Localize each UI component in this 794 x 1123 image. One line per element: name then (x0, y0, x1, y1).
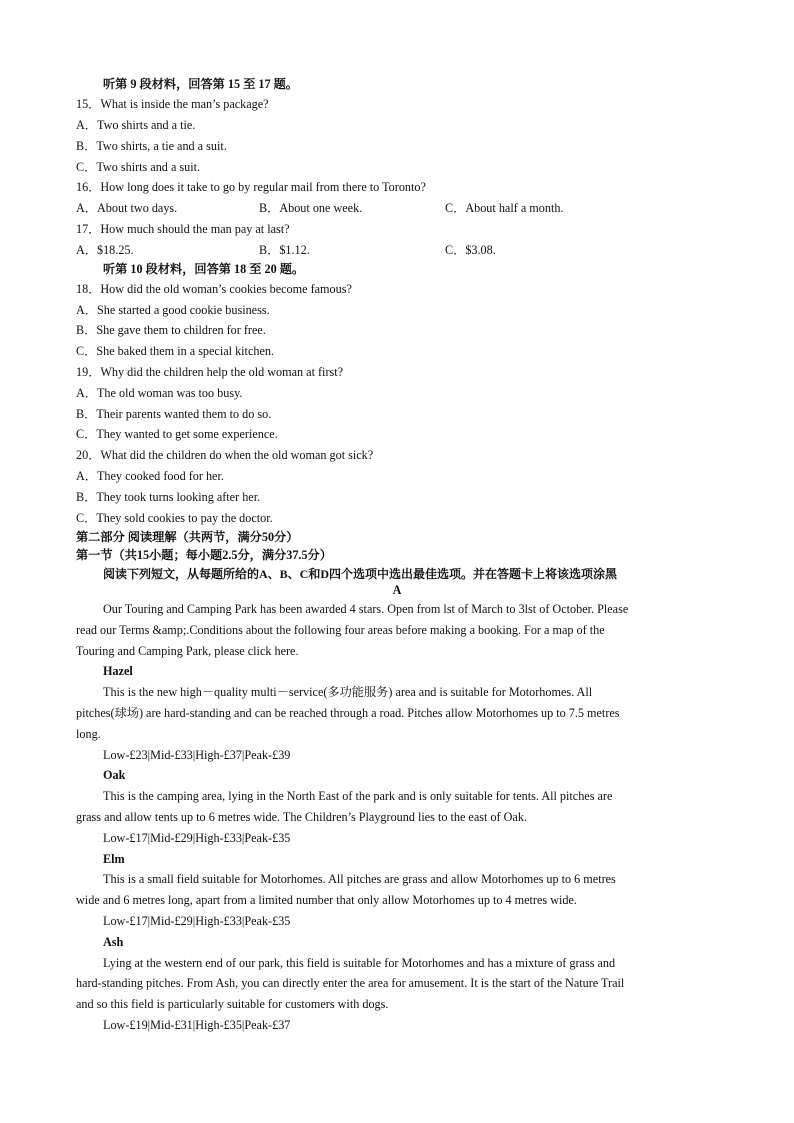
option-19a: A．The old woman was too busy. (76, 386, 243, 400)
hazel-line-2: pitches(球场) are hard-standing and can be reached through a road. Pitches allow Motorhomes up to 7.5 metres (76, 706, 620, 720)
section-1-title: 第一节（共15小题；每小题2.5分，满分37.5分） (76, 548, 332, 562)
option-17a: A．$18.25. (76, 243, 134, 257)
option-18b: B．She gave them to children for free. (76, 323, 266, 337)
option-16a: A．About two days. (76, 201, 178, 215)
question-17: 17．How much should the man pay at last? (76, 222, 290, 236)
hazel-line-3: long. (76, 727, 101, 741)
ash-prices: Low-£19|Mid-£31|High-£35|Peak-£37 (103, 1018, 291, 1032)
hazel-line-1: This is the new high－quality multi－service(多功能服务) area and is suitable for Motorhomes. All (103, 685, 593, 699)
question-18: 18．How did the old woman’s cookies become famous? (76, 282, 352, 296)
elm-line-2: wide and 6 metres long, apart from a limited number that only allow Motorhomes up to 4 metres wide. (76, 893, 577, 907)
oak-prices: Low-£17|Mid-£29|High-£33|Peak-£35 (103, 831, 291, 845)
option-17c: C．$3.08. (445, 243, 496, 257)
option-20a: A．They cooked food for her. (76, 469, 224, 483)
area-name-oak: Oak (103, 768, 126, 782)
ash-line-3: and so this field is particularly suitable for customers with dogs. (76, 997, 389, 1011)
section-9-heading: 听第 9 段材料，回答第 15 至 17 题。 (103, 77, 298, 91)
ash-line-1: Lying at the western end of our park, this field is suitable for Motorhomes and has a mixture of grass and (103, 956, 616, 970)
option-19c: C．They wanted to get some experience. (76, 427, 278, 441)
question-15: 15．What is inside the man’s package? (76, 97, 269, 111)
question-19: 19．Why did the children help the old woman at first? (76, 365, 344, 379)
intro-line-2: read our Terms &amp;.Conditions about the following four areas before making a booking. For a map of the (76, 623, 605, 637)
option-16b: B．About one week. (259, 201, 363, 215)
intro-line-3: Touring and Camping Park, please click here. (76, 644, 299, 658)
option-18a: A．She started a good cookie business. (76, 303, 270, 317)
option-15b: B．Two shirts, a tie and a suit. (76, 139, 227, 153)
option-19b: B．Their parents wanted them to do so. (76, 407, 272, 421)
option-17b: B．$1.12. (259, 243, 310, 257)
part-2-title: 第二部分 阅读理解（共两节，满分50分） (76, 530, 299, 544)
area-name-ash: Ash (103, 935, 124, 949)
option-16c: C．About half a month. (445, 201, 564, 215)
area-name-hazel: Hazel (103, 664, 133, 678)
option-20c: C．They sold cookies to pay the doctor. (76, 511, 273, 525)
option-20b: B．They took turns looking after her. (76, 490, 261, 504)
area-name-elm: Elm (103, 852, 125, 866)
intro-line-1: Our Touring and Camping Park has been awarded 4 stars. Open from lst of March to 3lst of October. Please (103, 602, 629, 616)
ash-line-2: hard-standing pitches. From Ash, you can directly enter the area for amusement. It is the start of the Nature Trail (76, 976, 625, 990)
oak-line-1: This is the camping area, lying in the North East of the park and is only suitable for tents. All pitches are (103, 789, 613, 803)
option-15a: A．Two shirts and a tie. (76, 118, 196, 132)
elm-prices: Low-£17|Mid-£29|High-£33|Peak-£35 (103, 914, 291, 928)
instruction: 阅读下列短文，从每题所给的A、B、C和D四个选项中选出最佳选项。并在答题卡上将该选项涂黑 (103, 567, 618, 581)
hazel-prices: Low-£23|Mid-£33|High-£37|Peak-£39 (103, 748, 291, 762)
elm-line-1: This is a small field suitable for Motorhomes. All pitches are grass and allow Motorhomes up to 6 metres (103, 872, 616, 886)
question-20: 20．What did the children do when the old woman got sick? (76, 448, 374, 462)
option-18c: C．She baked them in a special kitchen. (76, 344, 274, 358)
passage-label: A (392, 583, 402, 597)
oak-line-2: grass and allow tents up to 6 metres wide. The Children’s Playground lies to the east of Oak. (76, 810, 527, 824)
option-15c: C．Two shirts and a suit. (76, 160, 201, 174)
question-16: 16．How long does it take to go by regular mail from there to Toronto? (76, 180, 426, 194)
section-10-heading: 听第 10 段材料，回答第 18 至 20 题。 (103, 262, 305, 276)
